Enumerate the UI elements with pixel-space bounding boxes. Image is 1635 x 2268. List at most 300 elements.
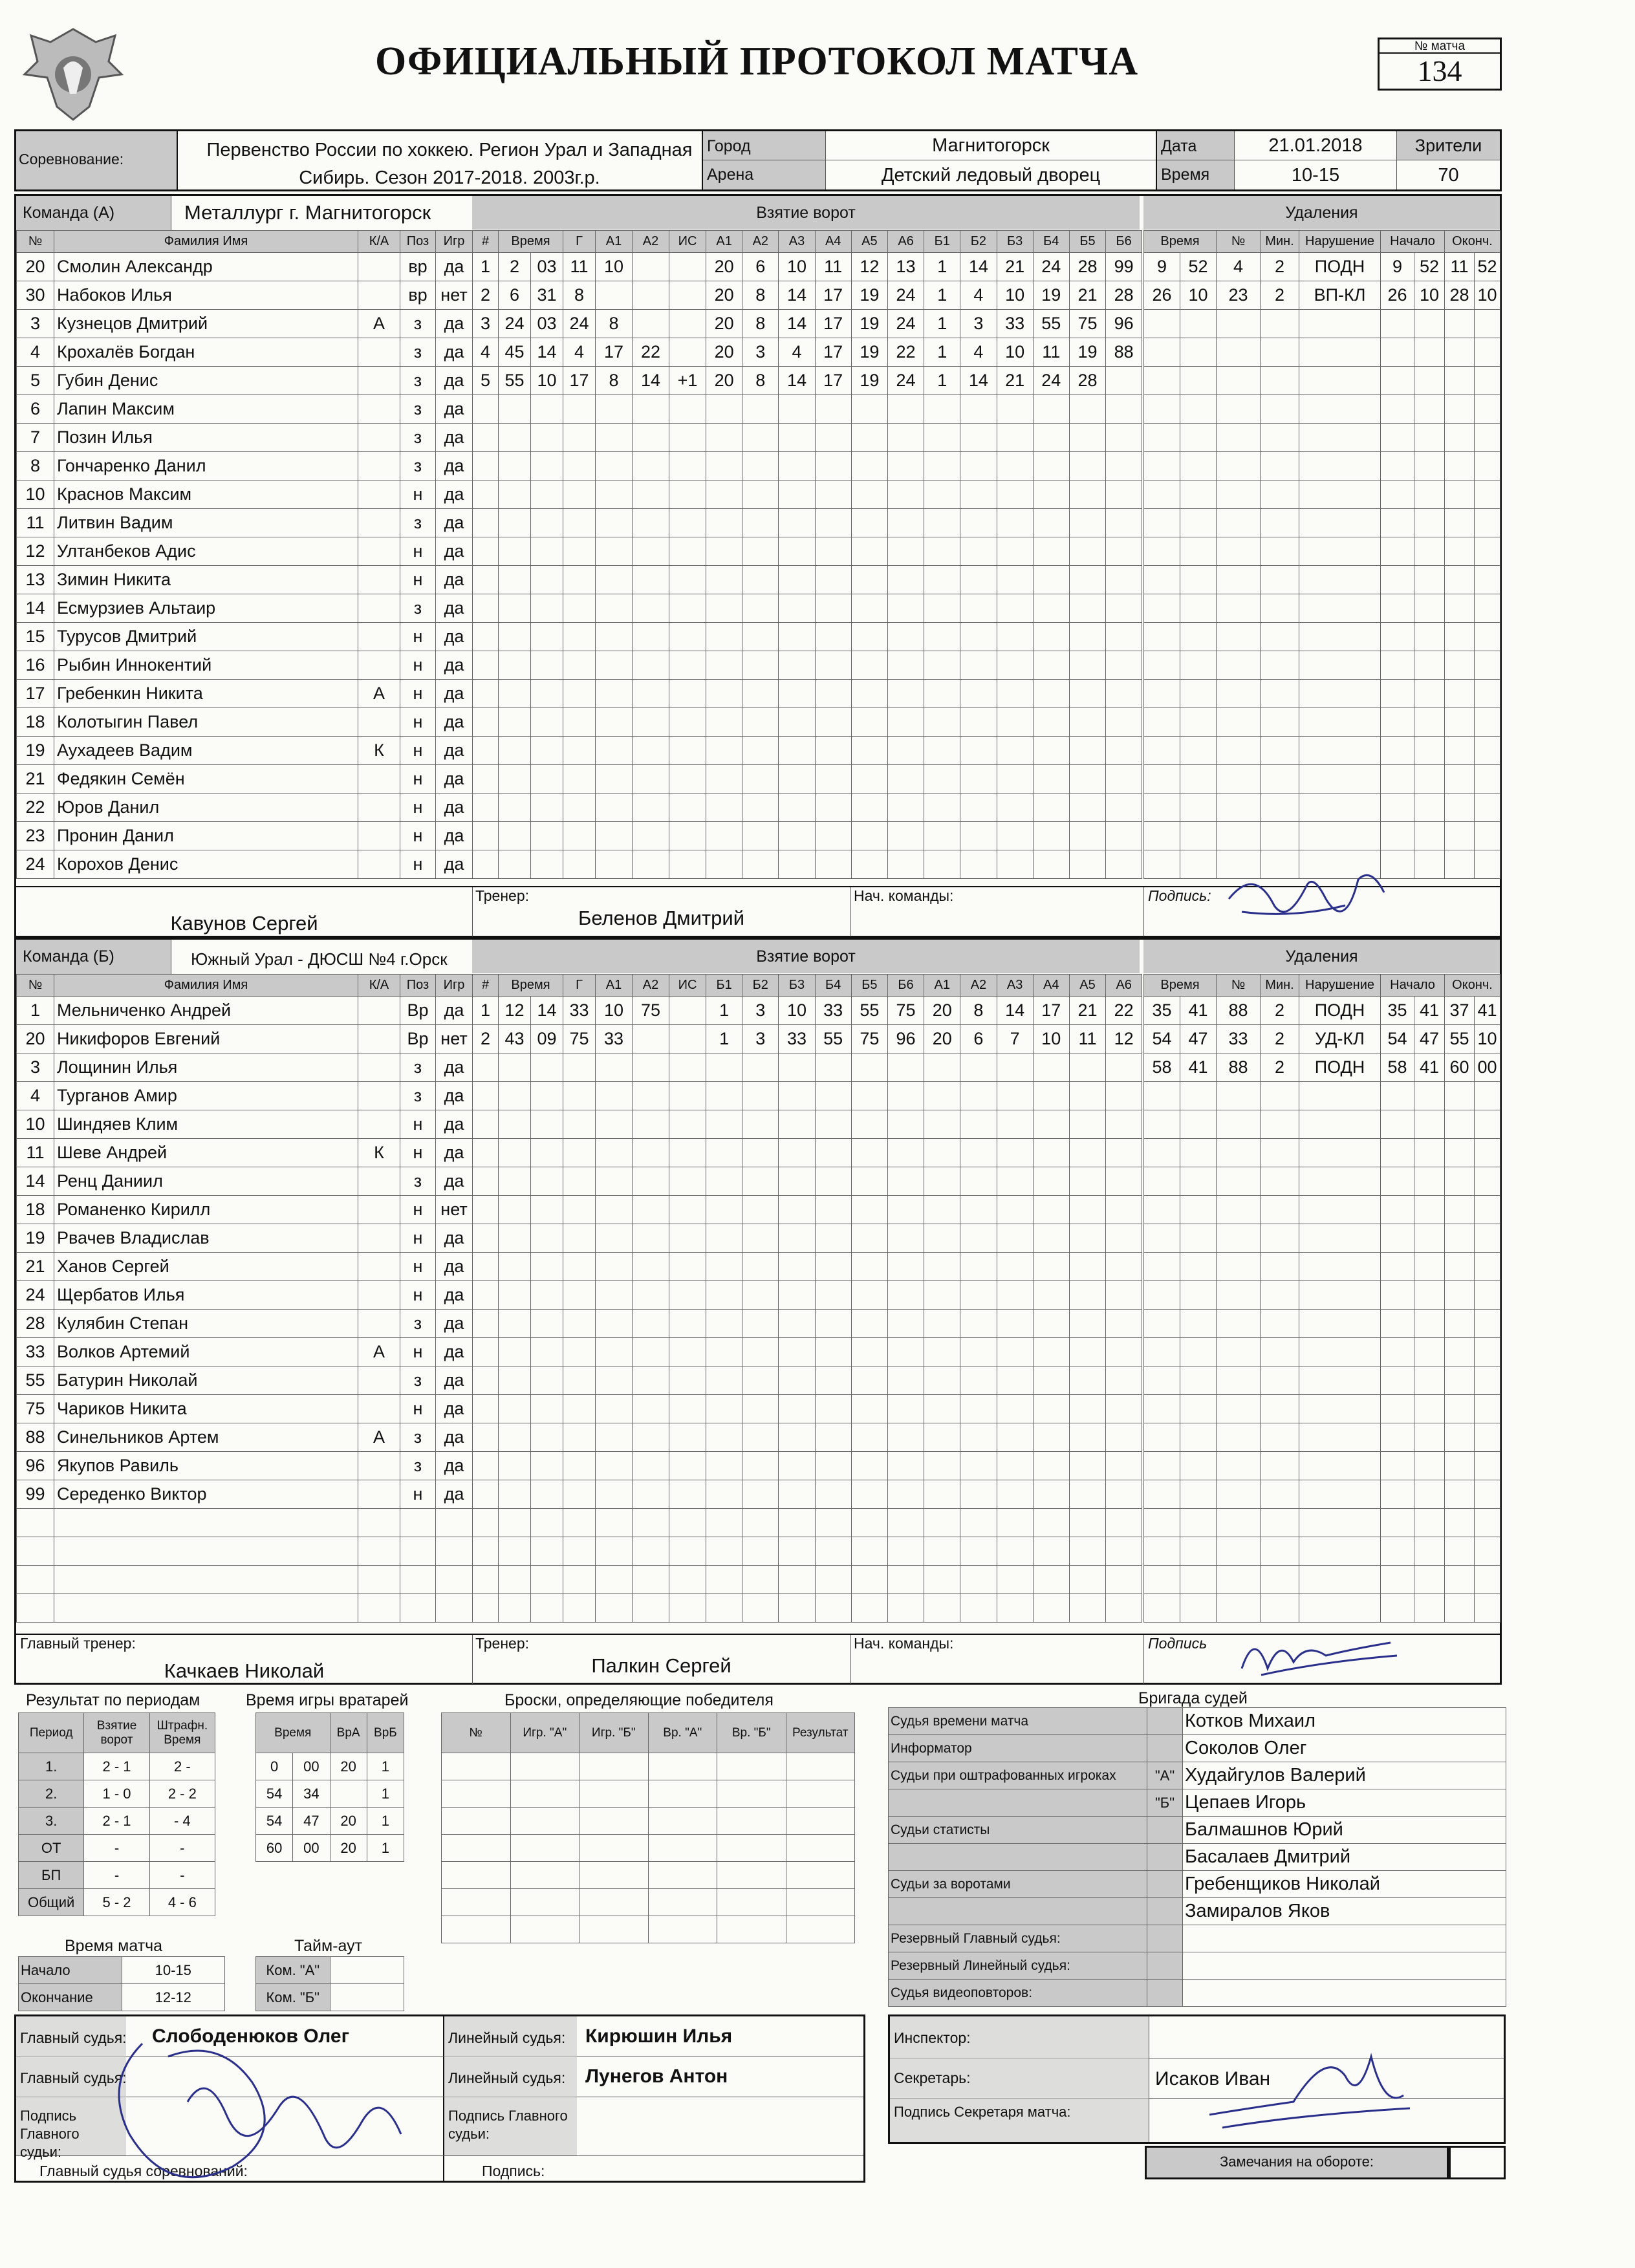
penalty-cell	[1445, 1139, 1475, 1167]
goal-number	[473, 424, 499, 452]
goal-cell	[887, 765, 924, 794]
goal-time	[531, 765, 563, 794]
table-row	[1144, 1053, 1500, 1082]
goal-cell	[779, 794, 815, 822]
goal-cell	[1106, 651, 1142, 680]
goal-cell	[669, 737, 706, 765]
shootout-header-cell: Вр. "А"	[648, 1713, 717, 1753]
table-row	[17, 1281, 473, 1310]
goal-header-cell: Б1	[924, 231, 960, 253]
goal-cell	[742, 1452, 779, 1480]
period-cell: 3.	[19, 1808, 84, 1835]
penalty-cell	[1261, 1395, 1299, 1423]
goal-cell	[1033, 822, 1069, 850]
goal-cell: 20	[924, 997, 960, 1025]
goal-cell	[887, 1480, 924, 1509]
shootout-cell	[579, 1889, 649, 1916]
table-row	[19, 1780, 215, 1808]
player-role: А	[358, 310, 400, 338]
table-row	[1144, 281, 1500, 310]
penalty-cell	[1381, 481, 1414, 509]
goal-cell	[706, 1480, 742, 1509]
player-played: да	[436, 1480, 473, 1509]
goal-time	[499, 1310, 531, 1338]
goal-cell: 4	[960, 281, 997, 310]
penalty-cell	[1261, 481, 1299, 509]
penalty-cell	[1445, 338, 1475, 367]
match-start: 10-15	[122, 1957, 225, 1984]
goal-cell	[1106, 1053, 1142, 1082]
penalty-cell	[1381, 1452, 1414, 1480]
penalty-cell: 33	[1217, 1025, 1261, 1053]
player-role	[358, 1480, 400, 1509]
goal-time	[499, 765, 531, 794]
goal-header-cell: ИС	[669, 975, 706, 997]
team-a-chief-label: Нач. команды:	[854, 887, 954, 904]
goal-cell	[1106, 1480, 1142, 1509]
penalty-cell	[1445, 537, 1475, 566]
penalty-cell	[1445, 1310, 1475, 1338]
period-cell: -	[84, 1862, 149, 1889]
goal-cell	[960, 623, 997, 651]
penalty-cell	[1180, 1110, 1217, 1139]
goal-cell	[742, 395, 779, 424]
goal-cell	[960, 1110, 997, 1139]
penalty-cell	[1180, 452, 1217, 481]
penalty-cell	[1217, 1509, 1261, 1537]
player-number: 11	[17, 509, 54, 537]
penalty-cell	[1475, 1395, 1500, 1423]
referee-role: Информатор	[889, 1735, 1147, 1762]
goal-cell	[1106, 1082, 1142, 1110]
goal-header-cell: Б6	[1106, 231, 1142, 253]
penalty-cell	[1180, 566, 1217, 594]
table-row	[1144, 1338, 1500, 1366]
goal-cell	[669, 1082, 706, 1110]
goal-cell	[1033, 1253, 1069, 1281]
shootout-cell	[786, 1862, 855, 1889]
goal-header-cell: А1	[596, 231, 633, 253]
goal-time	[499, 708, 531, 737]
player-number	[17, 1594, 54, 1623]
penalty-cell	[1144, 1167, 1180, 1196]
penalty-cell	[1381, 509, 1414, 537]
goal-cell	[596, 737, 633, 765]
goal-cell	[669, 708, 706, 737]
penalty-cell	[1180, 850, 1217, 879]
goal-cell: 17	[596, 338, 633, 367]
penalty-cell: 52	[1475, 253, 1500, 281]
penalty-cell	[1475, 1281, 1500, 1310]
table-row	[1144, 424, 1500, 452]
goal-cell	[960, 1452, 997, 1480]
goal-cell	[779, 822, 815, 850]
shootout-cell	[648, 1780, 717, 1808]
penalty-cell	[1445, 1253, 1475, 1281]
player-role	[358, 594, 400, 623]
penalty-cell	[1261, 1082, 1299, 1110]
goal-cell	[851, 1110, 887, 1139]
goal-cell	[924, 651, 960, 680]
penalty-cell	[1261, 794, 1299, 822]
goal-cell	[596, 794, 633, 822]
table-row	[473, 1253, 1142, 1281]
penalty-cell	[1217, 537, 1261, 566]
table-row	[1144, 997, 1500, 1025]
goal-time: 12	[499, 997, 531, 1025]
goal-cell	[997, 651, 1033, 680]
goal-cell	[924, 1082, 960, 1110]
period-cell: -	[149, 1862, 215, 1889]
penalty-cell	[1144, 651, 1180, 680]
penalty-cell	[1475, 424, 1500, 452]
penalty-cell	[1414, 1082, 1445, 1110]
goal-cell	[887, 566, 924, 594]
referee-team	[1147, 1898, 1183, 1925]
penalty-cell: 88	[1217, 997, 1261, 1025]
goal-cell	[887, 794, 924, 822]
penalty-cell	[1414, 395, 1445, 424]
table-row	[1144, 1196, 1500, 1224]
referee-team: "А"	[1147, 1762, 1183, 1789]
penalty-cell	[1299, 395, 1381, 424]
goal-cell: 55	[815, 1025, 851, 1053]
table-row	[19, 1862, 215, 1889]
table-row	[473, 708, 1142, 737]
player-position: з	[400, 509, 436, 537]
goal-time: 6	[499, 281, 531, 310]
goal-cell	[563, 1110, 596, 1139]
line-ref1-label: Линейный судья:	[448, 2029, 566, 2046]
goal-cell	[563, 1310, 596, 1338]
goal-cell	[815, 708, 851, 737]
goal-cell: 1	[706, 1025, 742, 1053]
chief-ref-label: Главный судья соревнований:	[39, 2163, 248, 2179]
player-number: 19	[17, 1224, 54, 1253]
goal-cell: 75	[1069, 310, 1105, 338]
player-position: н	[400, 623, 436, 651]
goal-cell	[563, 452, 596, 481]
penalty-cell	[1217, 1366, 1261, 1395]
goal-number	[473, 1566, 499, 1594]
goalie-cell: 1	[367, 1753, 404, 1780]
goal-cell	[960, 822, 997, 850]
goal-cell	[1069, 1310, 1105, 1338]
table-row	[473, 1139, 1142, 1167]
table-row	[1144, 367, 1500, 395]
penalty-cell	[1180, 794, 1217, 822]
penalty-cell	[1445, 708, 1475, 737]
goal-cell	[960, 1594, 997, 1623]
penalty-cell	[1299, 367, 1381, 395]
penalty-cell	[1445, 509, 1475, 537]
goalie-cell: 00	[293, 1753, 330, 1780]
penalty-cell	[1414, 1423, 1445, 1452]
goal-cell	[633, 537, 669, 566]
player-played: да	[436, 1281, 473, 1310]
shootout-cell	[510, 1753, 579, 1780]
goal-cell	[633, 509, 669, 537]
penalty-cell	[1261, 765, 1299, 794]
goal-cell	[706, 1395, 742, 1423]
goal-cell	[669, 850, 706, 879]
shootout-cell	[786, 1808, 855, 1835]
player-name: Синельников Артем	[54, 1423, 358, 1452]
table-row	[256, 1753, 404, 1780]
goal-cell	[742, 481, 779, 509]
goal-cell	[563, 481, 596, 509]
goal-header-cell: А1	[924, 975, 960, 997]
goal-cell	[1033, 1196, 1069, 1224]
player-role	[358, 367, 400, 395]
goal-cell	[742, 1167, 779, 1196]
goal-cell	[669, 452, 706, 481]
goal-cell	[960, 1310, 997, 1338]
penalty-cell: 2	[1261, 281, 1299, 310]
player-role	[358, 481, 400, 509]
penalty-cell	[1381, 424, 1414, 452]
goal-time	[499, 1082, 531, 1110]
table-row	[1144, 338, 1500, 367]
goal-time	[499, 1395, 531, 1423]
penalty-cell	[1414, 1509, 1445, 1537]
penalty-cell	[1414, 367, 1445, 395]
player-number: 14	[17, 594, 54, 623]
goal-cell: 96	[1106, 310, 1142, 338]
table-row	[17, 1423, 473, 1452]
goal-cell	[563, 1395, 596, 1423]
shootout-cell	[510, 1916, 579, 1943]
player-number: 30	[17, 281, 54, 310]
penalty-cell: 00	[1475, 1053, 1500, 1082]
penalty-cell	[1299, 594, 1381, 623]
penalty-cell	[1381, 367, 1414, 395]
goal-cell: 10	[596, 253, 633, 281]
goal-cell	[997, 1338, 1033, 1366]
table-row	[473, 680, 1142, 708]
goal-cell	[997, 1139, 1033, 1167]
goal-cell	[1069, 1509, 1105, 1537]
goal-cell	[742, 680, 779, 708]
goal-cell	[887, 1082, 924, 1110]
goal-cell	[997, 1224, 1033, 1253]
player-name: Кузнецов Дмитрий	[54, 310, 358, 338]
goal-cell: 3	[742, 997, 779, 1025]
player-name: Лощинин Илья	[54, 1053, 358, 1082]
goal-number	[473, 1139, 499, 1167]
goal-cell	[1033, 1338, 1069, 1366]
goal-time	[531, 1366, 563, 1395]
goal-cell	[1033, 623, 1069, 651]
goal-cell	[1106, 1253, 1142, 1281]
goal-cell	[742, 1338, 779, 1366]
penalty-cell	[1475, 1537, 1500, 1566]
goal-cell	[596, 566, 633, 594]
penalty-cell	[1475, 594, 1500, 623]
goal-cell	[997, 850, 1033, 879]
penalty-cell	[1445, 395, 1475, 424]
goal-cell	[851, 1537, 887, 1566]
table-row	[473, 367, 1142, 395]
table-header-row	[19, 1713, 215, 1753]
goal-header-cell: Б4	[1033, 231, 1069, 253]
goal-cell	[633, 1509, 669, 1537]
city-label: Город	[707, 136, 751, 155]
goal-cell: 20	[924, 1025, 960, 1053]
table-row	[1144, 566, 1500, 594]
goalies-table	[255, 1712, 404, 1862]
table-row	[889, 1871, 1506, 1898]
goal-cell	[997, 1452, 1033, 1480]
table-row	[473, 1509, 1142, 1537]
goal-cell: 55	[851, 997, 887, 1025]
goal-cell	[960, 452, 997, 481]
goal-cell: 24	[887, 367, 924, 395]
player-role	[358, 1366, 400, 1395]
table-row	[473, 566, 1142, 594]
shootout-cell	[786, 1753, 855, 1780]
penalty-cell	[1299, 1509, 1381, 1537]
goal-time	[499, 1594, 531, 1623]
player-position: з	[400, 594, 436, 623]
goal-number	[473, 623, 499, 651]
goal-cell	[887, 1139, 924, 1167]
team-b-penalties-table	[1143, 974, 1500, 1623]
penalty-cell	[1180, 481, 1217, 509]
goal-cell	[997, 708, 1033, 737]
player-number	[17, 1566, 54, 1594]
team-b-head-coach: Качкаев Николай	[164, 1659, 325, 1682]
goalie-cell: 1	[367, 1780, 404, 1808]
goal-cell	[596, 1537, 633, 1566]
player-name: Аухадеев Вадим	[54, 737, 358, 765]
goal-cell	[779, 1139, 815, 1167]
goal-number: 2	[473, 281, 499, 310]
goal-number: 4	[473, 338, 499, 367]
goalie-cell: 54	[256, 1808, 293, 1835]
player-played: да	[436, 395, 473, 424]
goal-time	[531, 1167, 563, 1196]
goal-cell	[851, 1594, 887, 1623]
goal-time	[531, 424, 563, 452]
player-played	[436, 1509, 473, 1537]
player-role: К	[358, 1139, 400, 1167]
player-role	[358, 281, 400, 310]
referee-role: Судьи за воротами	[889, 1871, 1147, 1898]
penalty-cell: 23	[1217, 281, 1261, 310]
goal-cell	[1033, 1224, 1069, 1253]
goal-cell: 3	[742, 1025, 779, 1053]
table-row	[1144, 1110, 1500, 1139]
player-played: нет	[436, 1196, 473, 1224]
penalty-cell	[1299, 481, 1381, 509]
secretary-signature	[1196, 2037, 1423, 2134]
penalty-cell: 41	[1414, 1053, 1445, 1082]
goal-cell	[1106, 680, 1142, 708]
player-role	[358, 822, 400, 850]
goal-cell	[887, 1281, 924, 1310]
player-role	[358, 509, 400, 537]
table-row	[473, 737, 1142, 765]
penalty-cell	[1144, 1281, 1180, 1310]
table-row	[17, 680, 473, 708]
goal-header-cell: Г	[563, 231, 596, 253]
team-b-goals-title: Взятие ворот	[756, 947, 856, 966]
goal-cell	[851, 850, 887, 879]
table-row	[17, 1053, 473, 1082]
goal-cell	[887, 452, 924, 481]
table-row	[889, 1735, 1506, 1762]
goal-cell	[1033, 594, 1069, 623]
player-role	[358, 1167, 400, 1196]
table-row	[17, 737, 473, 765]
player-name	[54, 1566, 358, 1594]
goal-cell: 28	[1069, 253, 1105, 281]
penalty-cell	[1180, 765, 1217, 794]
table-row	[17, 1196, 473, 1224]
penalty-cell	[1475, 1110, 1500, 1139]
penalty-cell	[1475, 794, 1500, 822]
goal-cell	[669, 765, 706, 794]
player-role	[358, 1281, 400, 1310]
penalty-cell	[1381, 1253, 1414, 1281]
team-b-label: Команда (Б)	[23, 947, 114, 966]
goal-cell	[924, 395, 960, 424]
goal-cell: 8	[596, 367, 633, 395]
goal-cell	[1069, 850, 1105, 879]
goal-cell	[706, 566, 742, 594]
penalty-cell	[1445, 794, 1475, 822]
goal-cell	[669, 680, 706, 708]
penalty-cell	[1144, 1139, 1180, 1167]
goal-cell	[997, 395, 1033, 424]
goal-time	[531, 1082, 563, 1110]
goal-cell	[706, 651, 742, 680]
goal-cell	[596, 1452, 633, 1480]
penalty-cell	[1414, 737, 1445, 765]
penalty-cell	[1180, 822, 1217, 850]
penalty-cell	[1414, 1310, 1445, 1338]
goal-cell: 11	[563, 253, 596, 281]
goal-cell	[887, 708, 924, 737]
goal-number	[473, 537, 499, 566]
goal-cell	[706, 509, 742, 537]
table-row	[442, 1753, 855, 1780]
player-played: да	[436, 1167, 473, 1196]
goal-cell	[997, 1423, 1033, 1452]
goal-cell	[633, 452, 669, 481]
goal-cell	[1069, 395, 1105, 424]
player-number: 10	[17, 1110, 54, 1139]
goal-cell	[633, 1281, 669, 1310]
penalty-cell	[1381, 594, 1414, 623]
table-row	[1144, 822, 1500, 850]
table-row	[17, 566, 473, 594]
shootout-cell	[648, 1835, 717, 1862]
goal-cell	[815, 452, 851, 481]
player-name: Середенко Виктор	[54, 1480, 358, 1509]
goal-number	[473, 481, 499, 509]
player-number: 24	[17, 850, 54, 879]
goal-cell	[779, 737, 815, 765]
player-role	[358, 1196, 400, 1224]
period-cell: 2.	[19, 1780, 84, 1808]
goal-cell	[960, 794, 997, 822]
goal-cell: 20	[706, 367, 742, 395]
goalie-cell: 0	[256, 1753, 293, 1780]
penalty-cell: ПОДН	[1299, 253, 1381, 281]
goal-cell	[563, 1509, 596, 1537]
